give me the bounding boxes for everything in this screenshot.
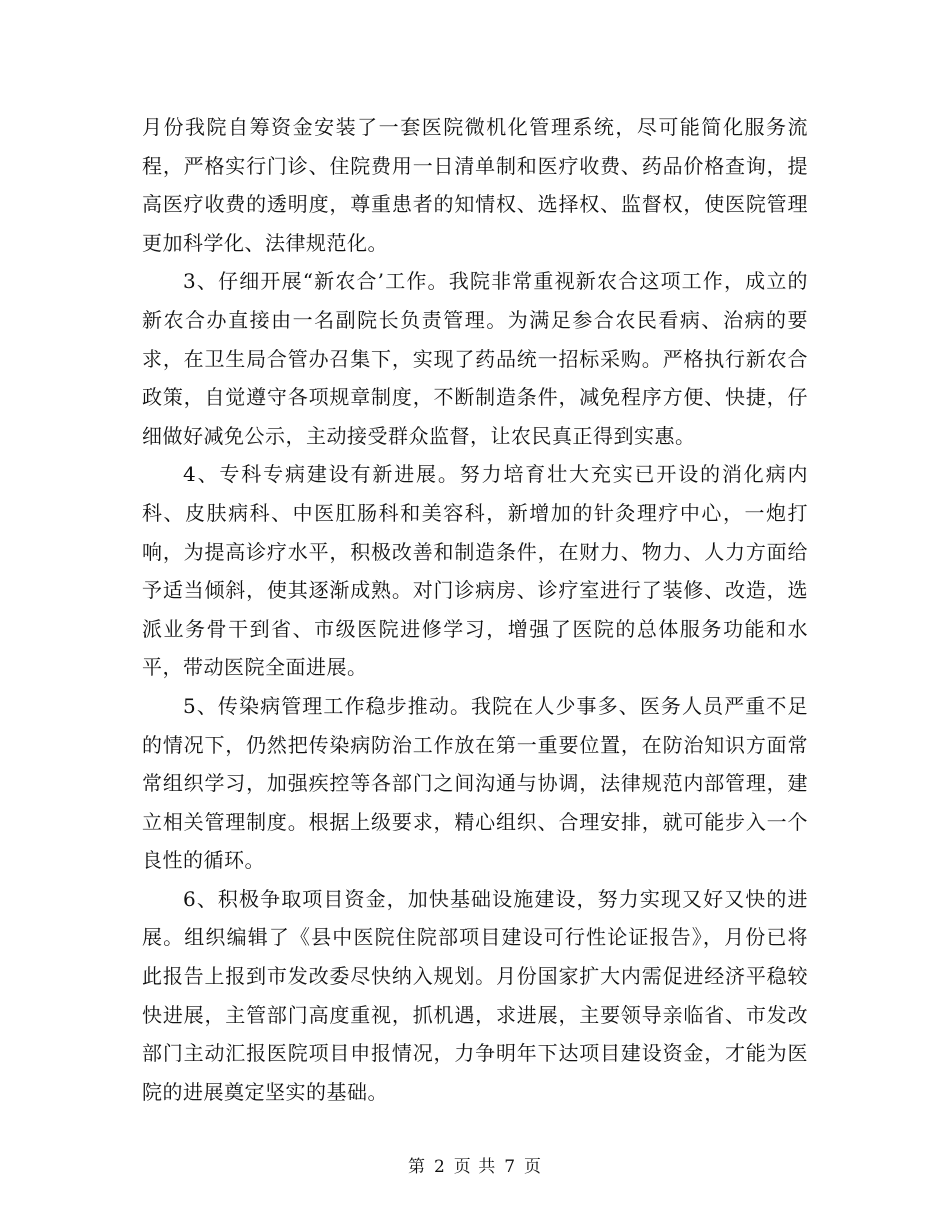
page-footer xyxy=(0,1152,950,1177)
paragraph-2: 3、仔细开展“新农合’工作。我院非常重视新农合这项工作，成立的新农合办直接由一名副院长负责管理。为满足参合农民看病、治病的要求，在卫生局合管办召集下，实现了药品统一招标采购。严格执行新农合政策，自觉遵守各项规章制度，不断制造条件，减免程序方便、快捷，仔细做好减免公示，主动接受群众监督，让农民真正得到实惠。 xyxy=(142,269,808,448)
footer-current-page: 2 xyxy=(433,1157,446,1177)
paragraph-1: 月份我院自筹资金安装了一套医院微机化管理系统，尽可能简化服务流程，严格实行门诊、住院费用一日清单制和医疗收费、药品价格查询，提高医疗收费的透明度，尊重患者的知情权、选择权、监督权，使医院管理更加科学化、法律规范化。 xyxy=(142,115,808,255)
footer-prefix: 第 xyxy=(407,1157,426,1177)
document-body xyxy=(142,108,808,1111)
footer-total-pages: 7 xyxy=(504,1157,517,1177)
paragraph-5: 6、积极争取项目资金，加快基础设施建设，努力实现又好又快的进展。组织编辑了《县中医院住院部项目建设可行性论证报告》，月份已将此报告上报到市发改委尽快纳入规划。月份国家扩大内需促进经济平稳较快进展，主管部门高度重视，抓机遇，求进展，主要领导亲临省、市发改部门主动汇报医院项目申报情况，力争明年下达项目建设资金，才能为医院的进展奠定坚实的基础。 xyxy=(142,886,808,1104)
footer-middle: 页 共 xyxy=(453,1157,497,1177)
paragraph-3: 4、专科专病建设有新进展。努力培育壮大充实已开设的消化病内科、皮肤病科、中医肛肠科和美容科，新增加的针灸理疗中心，一炮打响，为提高诊疗水平，积极改善和制造条件，在财力、物力、人力方面给予适当倾斜，使其逐渐成熟。对门诊病房、诊疗室进行了装修、改造，选派业务骨干到省、市级医院进修学习，增强了医院的总体服务功能和水平，带动医院全面进展。 xyxy=(142,462,808,680)
footer-suffix: 页 xyxy=(524,1157,543,1177)
paragraph-4: 5、传染病管理工作稳步推动。我院在人少事多、医务人员严重不足的情况下，仍然把传染病防治工作放在第一重要位置，在防治知识方面常常组织学习，加强疾控等各部门之间沟通与协调，法律规范内部管理，建立相关管理制度。根据上级要求，精心组织、合理安排，就可能步入一个良性的循环。 xyxy=(142,693,808,873)
